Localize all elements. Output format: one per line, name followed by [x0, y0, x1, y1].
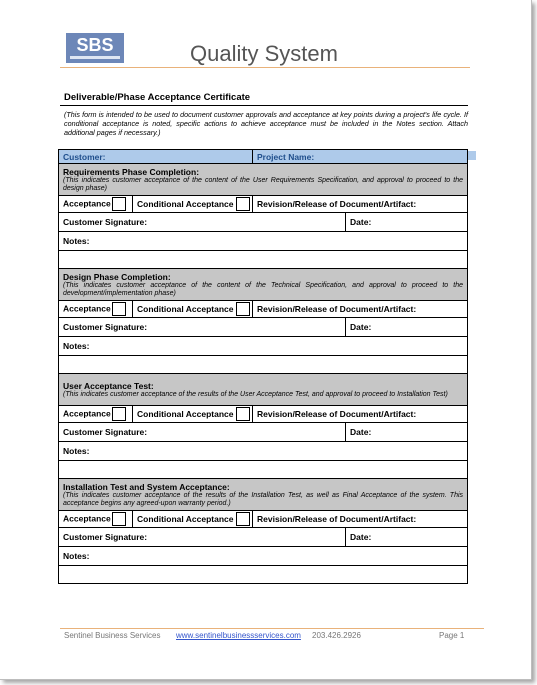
notes-blank-cell[interactable] — [59, 461, 468, 479]
certificate-rule — [60, 105, 468, 106]
section-header-row — [59, 374, 468, 406]
conditional-acceptance-cell — [133, 406, 253, 423]
logo-underline — [70, 56, 120, 59]
conditional-acceptance-checkbox[interactable] — [236, 302, 250, 316]
notes-row — [59, 547, 468, 566]
acceptance-row — [59, 511, 468, 528]
date-field[interactable]: Date: — [346, 423, 468, 442]
acceptance-form — [58, 149, 468, 584]
acceptance-checkbox[interactable] — [112, 302, 126, 316]
notes-blank-row — [59, 461, 468, 479]
conditional-acceptance-cell — [133, 196, 253, 213]
customer-row — [59, 150, 468, 164]
section-title: Design Phase Completion: — [63, 271, 171, 282]
revision-field[interactable]: Revision/Release of Document/Artifact: — [253, 301, 468, 318]
date-field[interactable]: Date: — [346, 318, 468, 337]
acceptance-label: Acceptance — [63, 513, 111, 524]
conditional-acceptance-label: Conditional Acceptance — [137, 514, 234, 524]
acceptance-cell — [59, 196, 133, 213]
signature-row — [59, 423, 468, 442]
conditional-acceptance-checkbox[interactable] — [236, 407, 250, 421]
acceptance-cell — [59, 406, 133, 423]
notes-field[interactable]: Notes: — [59, 442, 468, 461]
date-field[interactable]: Date: — [346, 528, 468, 547]
revision-field[interactable]: Revision/Release of Document/Artifact: — [253, 196, 468, 213]
revision-field[interactable]: Revision/Release of Document/Artifact: — [253, 511, 468, 528]
section-header — [59, 374, 468, 406]
notes-blank-row — [59, 566, 468, 584]
revision-field[interactable]: Revision/Release of Document/Artifact: — [253, 406, 468, 423]
customer-signature-field[interactable]: Customer Signature: — [59, 528, 346, 547]
notes-row — [59, 442, 468, 461]
conditional-acceptance-cell — [133, 301, 253, 318]
conditional-acceptance-label: Conditional Acceptance — [137, 409, 234, 419]
signature-row — [59, 318, 468, 337]
header-rule — [60, 67, 470, 68]
customer-signature-field[interactable]: Customer Signature: — [59, 423, 346, 442]
notes-blank-cell[interactable] — [59, 251, 468, 269]
acceptance-row — [59, 301, 468, 318]
customer-signature-field[interactable]: Customer Signature: — [59, 213, 346, 232]
acceptance-row — [59, 406, 468, 423]
conditional-acceptance-checkbox[interactable] — [236, 197, 250, 211]
footer-website-link[interactable]: www.sentinelbusinessservices.com — [176, 631, 301, 640]
customer-signature-field[interactable]: Customer Signature: — [59, 318, 346, 337]
document-title: Quality System — [190, 41, 338, 66]
footer-company: Sentinel Business Services — [64, 631, 161, 640]
section-description: (This indicates customer acceptance of the results of the Installation Test, as well as Final Acceptance of the system. This acceptance begins any agreed-upon warranty period.) — [63, 491, 464, 507]
section-title: Installation Test and System Acceptance: — [63, 481, 230, 492]
notes-blank-row — [59, 251, 468, 269]
section-title: User Acceptance Test: — [63, 380, 154, 391]
certificate-title: Deliverable/Phase Acceptance Certificate — [64, 92, 251, 103]
acceptance-label: Acceptance — [63, 303, 111, 314]
section-title: Requirements Phase Completion: — [63, 166, 200, 177]
acceptance-label: Acceptance — [63, 198, 111, 209]
acceptance-checkbox[interactable] — [112, 512, 126, 526]
notes-field[interactable]: Notes: — [59, 547, 468, 566]
notes-row — [59, 232, 468, 251]
section-header-row — [59, 479, 468, 511]
section-header — [59, 479, 468, 511]
signature-row — [59, 213, 468, 232]
conditional-acceptance-checkbox[interactable] — [236, 512, 250, 526]
footer-phone: 203.426.2926 — [312, 631, 361, 640]
footer-page-number: Page 1 — [439, 631, 465, 640]
acceptance-checkbox[interactable] — [112, 407, 126, 421]
sbs-logo — [66, 33, 124, 63]
logo-text: SBS — [76, 35, 114, 55]
conditional-acceptance-label: Conditional Acceptance — [137, 304, 234, 314]
notes-row — [59, 337, 468, 356]
section-header-row — [59, 269, 468, 301]
section-description: (This indicates customer acceptance of the content of the Technical Specification, and approval to proceed to the development/implementation phase) — [63, 281, 464, 297]
acceptance-label: Acceptance — [63, 408, 111, 419]
acceptance-row — [59, 196, 468, 213]
section-header — [59, 164, 468, 196]
notes-field[interactable]: Notes: — [59, 337, 468, 356]
customer-field[interactable]: Customer: — [59, 150, 253, 164]
conditional-acceptance-label: Conditional Acceptance — [137, 199, 234, 209]
project-name-field[interactable]: Project Name: — [253, 150, 468, 164]
certificate-intro: (This form is intended to be used to document customer approvals and acceptance at key points during a project's life cycle. If conditional acceptance is noted, specific actions to achieve acceptance must be included in the Notes section. Attach additional pages if necessary.) — [64, 110, 468, 137]
footer-rule — [60, 628, 484, 629]
acceptance-cell — [59, 301, 133, 318]
signature-row — [59, 528, 468, 547]
section-description: (This indicates customer acceptance of the results of the User Acceptance Test, and approval to proceed to Installation Test) — [63, 390, 448, 398]
date-field[interactable]: Date: — [346, 213, 468, 232]
acceptance-checkbox[interactable] — [112, 197, 126, 211]
acceptance-cell — [59, 511, 133, 528]
notes-blank-row — [59, 356, 468, 374]
notes-blank-cell[interactable] — [59, 356, 468, 374]
section-header — [59, 269, 468, 301]
notes-field[interactable]: Notes: — [59, 232, 468, 251]
conditional-acceptance-cell — [133, 511, 253, 528]
notes-blank-cell[interactable] — [59, 566, 468, 584]
section-header-row — [59, 164, 468, 196]
section-description: (This indicates customer acceptance of the content of the User Requirements Specification, and approval to proceed to the design phase) — [63, 176, 464, 192]
